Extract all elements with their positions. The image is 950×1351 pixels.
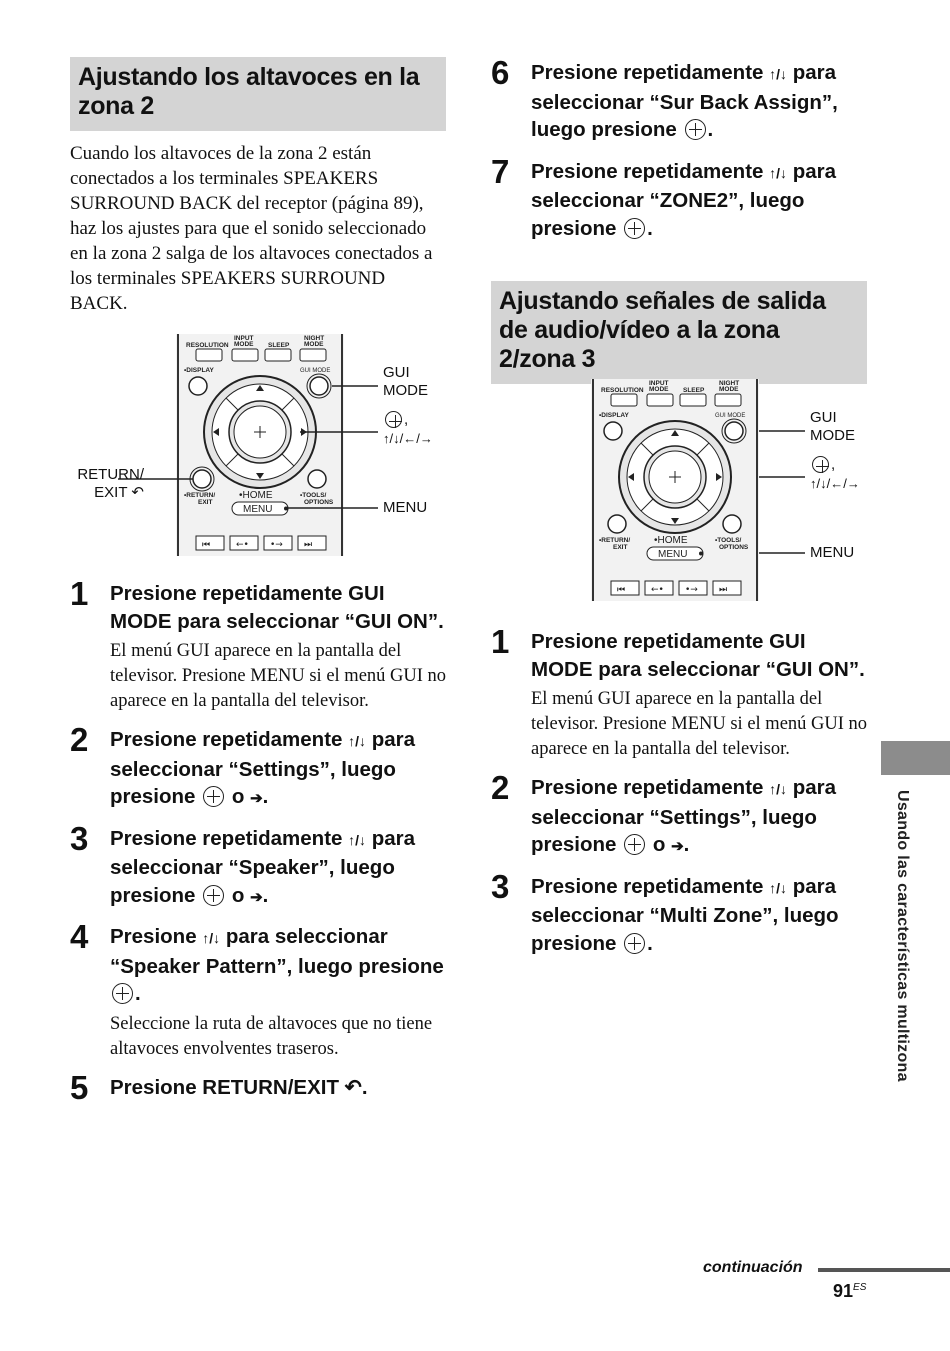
left-step-2 — [70, 721, 448, 813]
page-number: $91^{ES}$ — [833, 1281, 867, 1301]
svg-text:•RETURN/: •RETURN/ — [599, 537, 631, 544]
svg-text:NIGHT: NIGHT — [719, 380, 740, 387]
svg-text:INPUT: INPUT — [649, 380, 669, 387]
enter-icon — [685, 119, 706, 140]
step-note: El menú GUI aparece en la pantalla del televisor. Presione MENU si el menú GUI no aparece en la pantalla del televisor. — [110, 641, 447, 711]
input-mode-label: INPUT — [234, 335, 254, 342]
enter-icon — [203, 786, 224, 807]
arrows-callout: ↑/↓/←/→ — [383, 431, 433, 446]
enter-icon — [624, 218, 645, 239]
step-title: Presione repetidamente ↑/↓ para seleccionar “Sur Back Assign”, luego presione . — [531, 61, 838, 141]
left-step-5 — [70, 1068, 448, 1106]
right-step-3 — [491, 867, 869, 958]
step-number: 3 — [70, 819, 89, 857]
step-title: Presione repetidamente GUI MODE para seleccionar “GUI ON”. — [531, 630, 865, 681]
step-title: Presione repetidamente ↑/↓ para seleccionar “Speaker”, luego presione o ➔. — [110, 826, 416, 907]
enter-icon — [385, 411, 402, 428]
svg-text:MODE: MODE — [719, 386, 739, 393]
up-down-arrows-icon: ↑/↓ — [202, 930, 221, 946]
right-arrow-icon: ➔ — [671, 838, 684, 855]
step-title: Presione repetidamente GUI MODE para seleccionar “GUI ON”. — [110, 582, 444, 633]
right-arrow-icon: ➔ — [250, 888, 263, 906]
right-step-1 — [491, 623, 869, 762]
right-arrow-icon: ➔ — [250, 790, 263, 807]
svg-text:RESOLUTION: RESOLUTION — [601, 387, 644, 394]
menu-callout: MENU — [383, 499, 428, 516]
menu-callout-right: MENU — [810, 544, 855, 561]
svg-text:MODE: MODE — [649, 386, 669, 393]
intro-paragraph: Cuando los altavoces de la zona 2 están conectados a los terminales SPEAKERS SURROUND BACK del receptor (página 89), haz los ajustes para que el sonido seleccionado en la zona 2 salga de los altavoces conectados a los terminales SPEAKERS SURROUND BACK. — [70, 143, 433, 314]
right-step-6 — [491, 54, 873, 144]
step-number: 2 — [70, 721, 89, 758]
step-title: Presione repetidamente ↑/↓ para seleccionar “ZONE2”, luego presione . — [531, 159, 837, 240]
section-side-title: Usando las características multizona — [894, 790, 911, 1082]
step-number: 1 — [70, 575, 89, 612]
svg-text:←•: ←• — [236, 540, 249, 550]
up-down-arrows-icon: ↑/↓ — [348, 831, 367, 848]
step-number: 2 — [491, 769, 510, 806]
up-down-arrows-icon: ↑/↓ — [769, 164, 788, 181]
tools-options-label: •TOOLS/ — [300, 492, 327, 499]
svg-text:⏮: ⏮ — [202, 540, 211, 550]
step-title: Presione RETURN/EXIT ↶. — [110, 1075, 368, 1099]
return-exit-small-label: •RETURN/ — [184, 492, 216, 499]
svg-text:•HOME: •HOME — [654, 535, 688, 546]
gui-mode-callout-right: GUI MODE — [810, 409, 855, 444]
right-step-2 — [491, 769, 869, 861]
step-title: Presione ↑/↓ para seleccionar “Speaker Pattern”, luego presione . — [110, 925, 444, 1005]
return-icon: ↶ — [131, 484, 144, 501]
svg-text:•TOOLS/: •TOOLS/ — [715, 537, 742, 544]
display-label: •DISPLAY — [184, 367, 214, 374]
section-heading-zone2-speakers: Ajustando los altavoces en la zona 2 — [70, 57, 446, 131]
step-title: Presione repetidamente ↑/↓ para seleccionar “Settings”, luego presione o ➔. — [531, 776, 837, 856]
left-step-4 — [70, 918, 448, 1062]
svg-text:•→: •→ — [685, 585, 698, 595]
step-number: 7 — [491, 152, 510, 190]
return-icon: ↶ — [344, 1075, 362, 1099]
left-step-1 — [70, 575, 448, 714]
remote-illustration-right — [591, 379, 761, 606]
language-code: ES — [853, 1282, 867, 1293]
enter-icon — [112, 983, 133, 1004]
up-down-arrows-icon: ↑/↓ — [348, 733, 367, 749]
svg-text:•DISPLAY: •DISPLAY — [599, 412, 629, 419]
up-down-arrows-icon: ↑/↓ — [769, 66, 788, 82]
tools-options-label-2: OPTIONS — [304, 499, 334, 506]
remote-control-image — [591, 379, 761, 601]
step-note: El menú GUI aparece en la pantalla del televisor. Presione MENU si el menú GUI no aparece en la pantalla del televisor. — [531, 689, 868, 759]
step-title: Presione repetidamente ↑/↓ para seleccionar “Multi Zone”, luego presione . — [531, 874, 839, 955]
section-tab-marker — [881, 741, 950, 775]
resolution-label: RESOLUTION — [186, 342, 229, 349]
svg-text:⏭: ⏭ — [719, 585, 728, 595]
left-step-3 — [70, 819, 448, 912]
svg-text:MENU: MENU — [658, 549, 688, 560]
svg-text:⏮: ⏮ — [617, 585, 626, 595]
enter-icon — [624, 834, 645, 855]
step-title: Presione repetidamente ↑/↓ para seleccionar “Settings”, luego presione o ➔. — [110, 728, 416, 808]
sleep-label: SLEEP — [268, 342, 290, 349]
night-mode-label-2: MODE — [304, 341, 324, 348]
right-step-7 — [491, 152, 873, 243]
up-down-arrows-icon: ↑/↓ — [769, 781, 788, 797]
svg-text:GUI MODE: GUI MODE — [715, 413, 746, 419]
step-number: 3 — [491, 867, 510, 905]
svg-text:←•: ←• — [651, 585, 664, 595]
return-exit-small-label-2: EXIT — [198, 499, 213, 506]
svg-text:EXIT: EXIT — [613, 544, 628, 551]
step-number: 6 — [491, 54, 510, 91]
up-down-arrows-icon: ↑/↓ — [769, 879, 788, 896]
svg-text:⏭: ⏭ — [304, 540, 313, 550]
enter-icon — [812, 456, 829, 473]
home-label: •HOME — [239, 490, 273, 501]
svg-text:OPTIONS: OPTIONS — [719, 544, 749, 551]
menu-button-label: MENU — [243, 504, 273, 515]
step-number: 4 — [70, 918, 89, 955]
enter-icon — [203, 885, 224, 906]
svg-text:SLEEP: SLEEP — [683, 387, 705, 394]
step-number: 5 — [70, 1068, 89, 1106]
return-exit-callout — [70, 466, 144, 502]
input-mode-label-2: MODE — [234, 341, 254, 348]
step-number: 1 — [491, 623, 510, 660]
gui-mode-small-label: GUI MODE — [300, 368, 331, 374]
gui-mode-callout: GUI MODE — [383, 364, 428, 399]
enter-callout-right: , — [810, 456, 835, 474]
return-exit-callout-text: RETURN/ EXIT — [77, 466, 144, 501]
enter-callout: , — [383, 411, 408, 429]
step-note: Seleccione la ruta de altavoces que no tiene altavoces envolventes traseros. — [110, 1013, 433, 1059]
enter-icon — [624, 933, 645, 954]
continuation-bar — [818, 1268, 950, 1272]
section-heading-av-output: Ajustando señales de salida de audio/vídeo a la zona 2/zona 3 — [491, 281, 867, 384]
svg-text:•→: •→ — [270, 540, 283, 550]
continuation-label: continuación — [703, 1259, 803, 1276]
night-mode-label: NIGHT — [304, 335, 325, 342]
arrows-callout-right: ↑/↓/←/→ — [810, 476, 860, 491]
